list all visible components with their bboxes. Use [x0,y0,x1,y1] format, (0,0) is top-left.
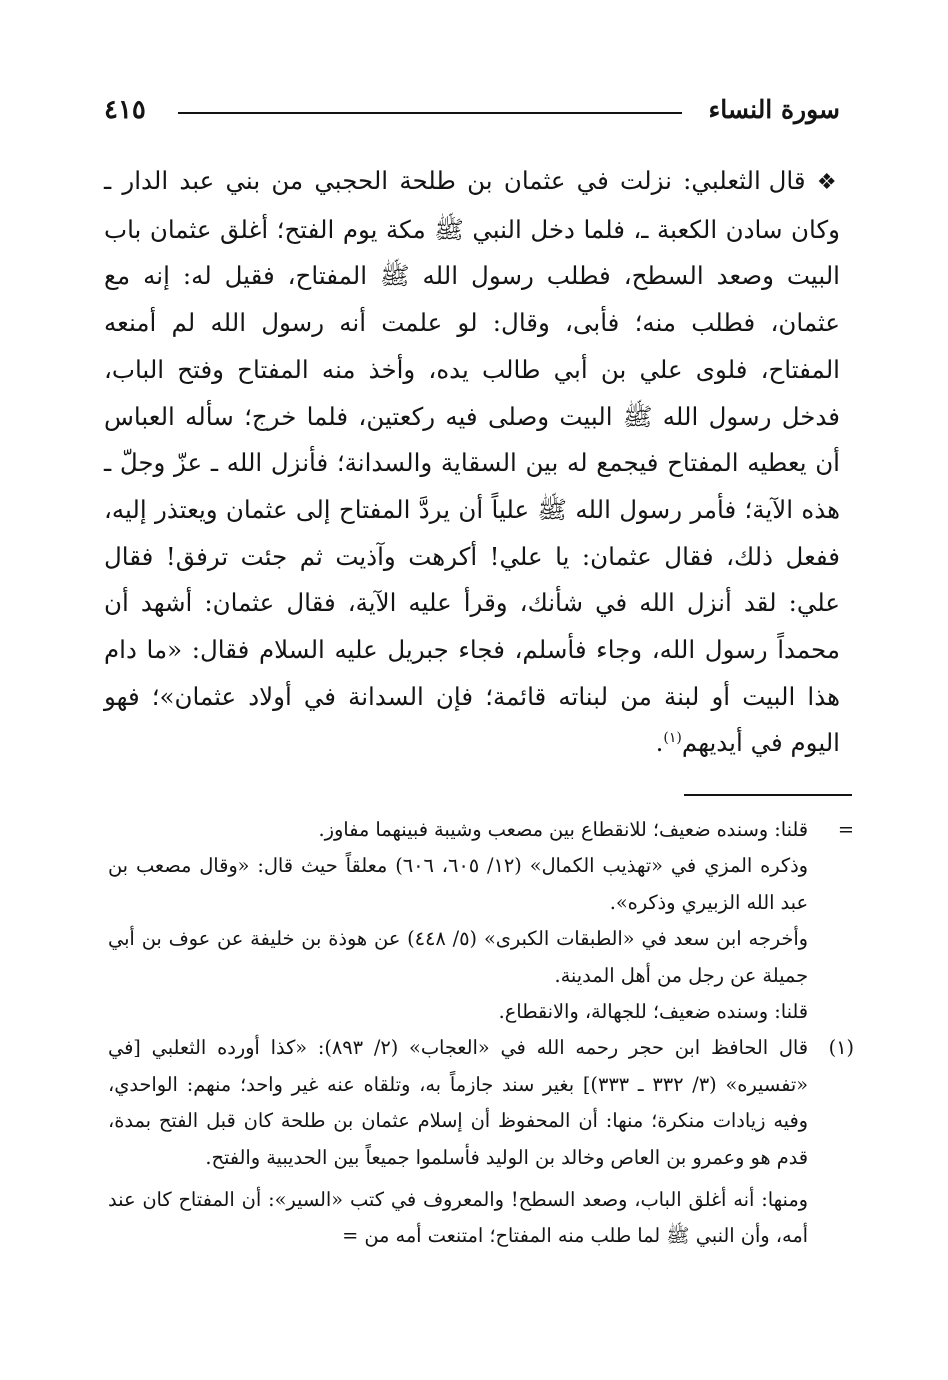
footnote-paragraph: وذكره المزي في «تهذيب الكمال» (١٢/ ٦٠٥، ٦٠٦) معلقاً حيث قال: «وقال مصعب بن عبد الله الزبيري وذكره». [108,854,808,914]
footnote-1-paragraph: ومنها: أنه أغلق الباب، وصعد السطح! والمعروف في كتب «السير»: أن المفتاح كان عند أمه، وأن النبي ﷺ لما طلب منه المفتاح؛ امتنعت أمه من = [108,1188,808,1248]
footnote-paragraph: قلنا: وسنده ضعيف؛ للجهالة، والانقطاع. [498,1000,808,1024]
continuation-mark: = [837,818,854,841]
surah-title: سورة النساء [708,95,840,124]
main-paragraph [104,158,840,767]
footnote-1-number: (١) [828,1036,854,1060]
header-rule [178,112,682,114]
footnotes [108,812,854,1255]
main-paragraph-text: قال الثعلبي: نزلت في عثمان بن طلحة الحجبي من بني عبد الدار ـ وكان سادن الكعبة ـ، فلما دخل النبي ﷺ مكة يوم الفتح؛ أغلق عثمان باب البيت وصعد السطح، فطلب رسول الله ﷺ المفتاح، فقيل له: إنه مع عثمان، فطلب منه؛ فأبى، وقال: لو علمت أنه رسول الله لم أمنعه المفتاح، فلوى علي بن أبي طالب يده، وأخذ منه المفتاح وفتح الباب، فدخل رسول الله ﷺ البيت وصلى فيه ركعتين، فلما خرج؛ سأله العباس أن يعطيه المفتاح فيجمع له بين السقاية والسدانة؛ فأنزل الله ـ عزّ وجلّ ـ هذه الآية؛ فأمر رسول الله ﷺ علياً أن يردَّ المفتاح إلى عثمان ويعتذر إليه، ففعل ذلك، فقال عثمان: يا علي! أكرهت وآذيت ثم جئت ترفق! فقال علي: لقد أنزل الله في شأنك، وقرأ عليه الآية، فقال عثمان: أشهد أن محمداً رسول الله، وجاء فأسلم، فجاء جبريل عليه السلام فقال: «ما دام هذا البيت أو لبنة من لبناته قائمة؛ فإن السدانة في أولاد عثمان»؛ فهو اليوم في أيديهم [104,166,840,758]
main-paragraph-end: . [655,728,664,758]
footnote-reference: (١) [663,730,682,747]
page-number: ٤١٥ [104,95,146,125]
footnote-separator [684,794,852,796]
main-text [104,158,840,767]
page-header [104,92,840,132]
fleuron-icon: ❖ [816,170,840,195]
footnote-continuation-line: = قلنا: وسنده ضعيف؛ للانقطاع بين مصعب وشيبة فبينهما مفاوز. [108,812,844,848]
footnote-1-paragraph: (١) قال الحافظ ابن حجر رحمه الله في «العجاب» (٢/ ٨٩٣): «كذا أورده الثعلبي [في «تفسيره» (٣/ ٣٣٢ ـ ٣٣٣)] بغير سند جازماً به، وتلقاه عنه غير واحد؛ منهم: الواحدي، وفيه زيادات منكرة؛ منها: أن المحفوظ أن إسلام عثمان بن طلحة كان قبل الفتح بمدة، قدم هو وعمرو بن العاص وخالد بن الوليد فأسلموا جميعاً بين الحديبية والفتح. [108,1030,844,1176]
footnote-paragraph: وأخرجه ابن سعد في «الطبقات الكبرى» (٥/ ٤٤٨) عن هوذة بن خليفة عن عوف بن أبي جميلة عن رجل من أهل المدينة. [108,927,808,987]
